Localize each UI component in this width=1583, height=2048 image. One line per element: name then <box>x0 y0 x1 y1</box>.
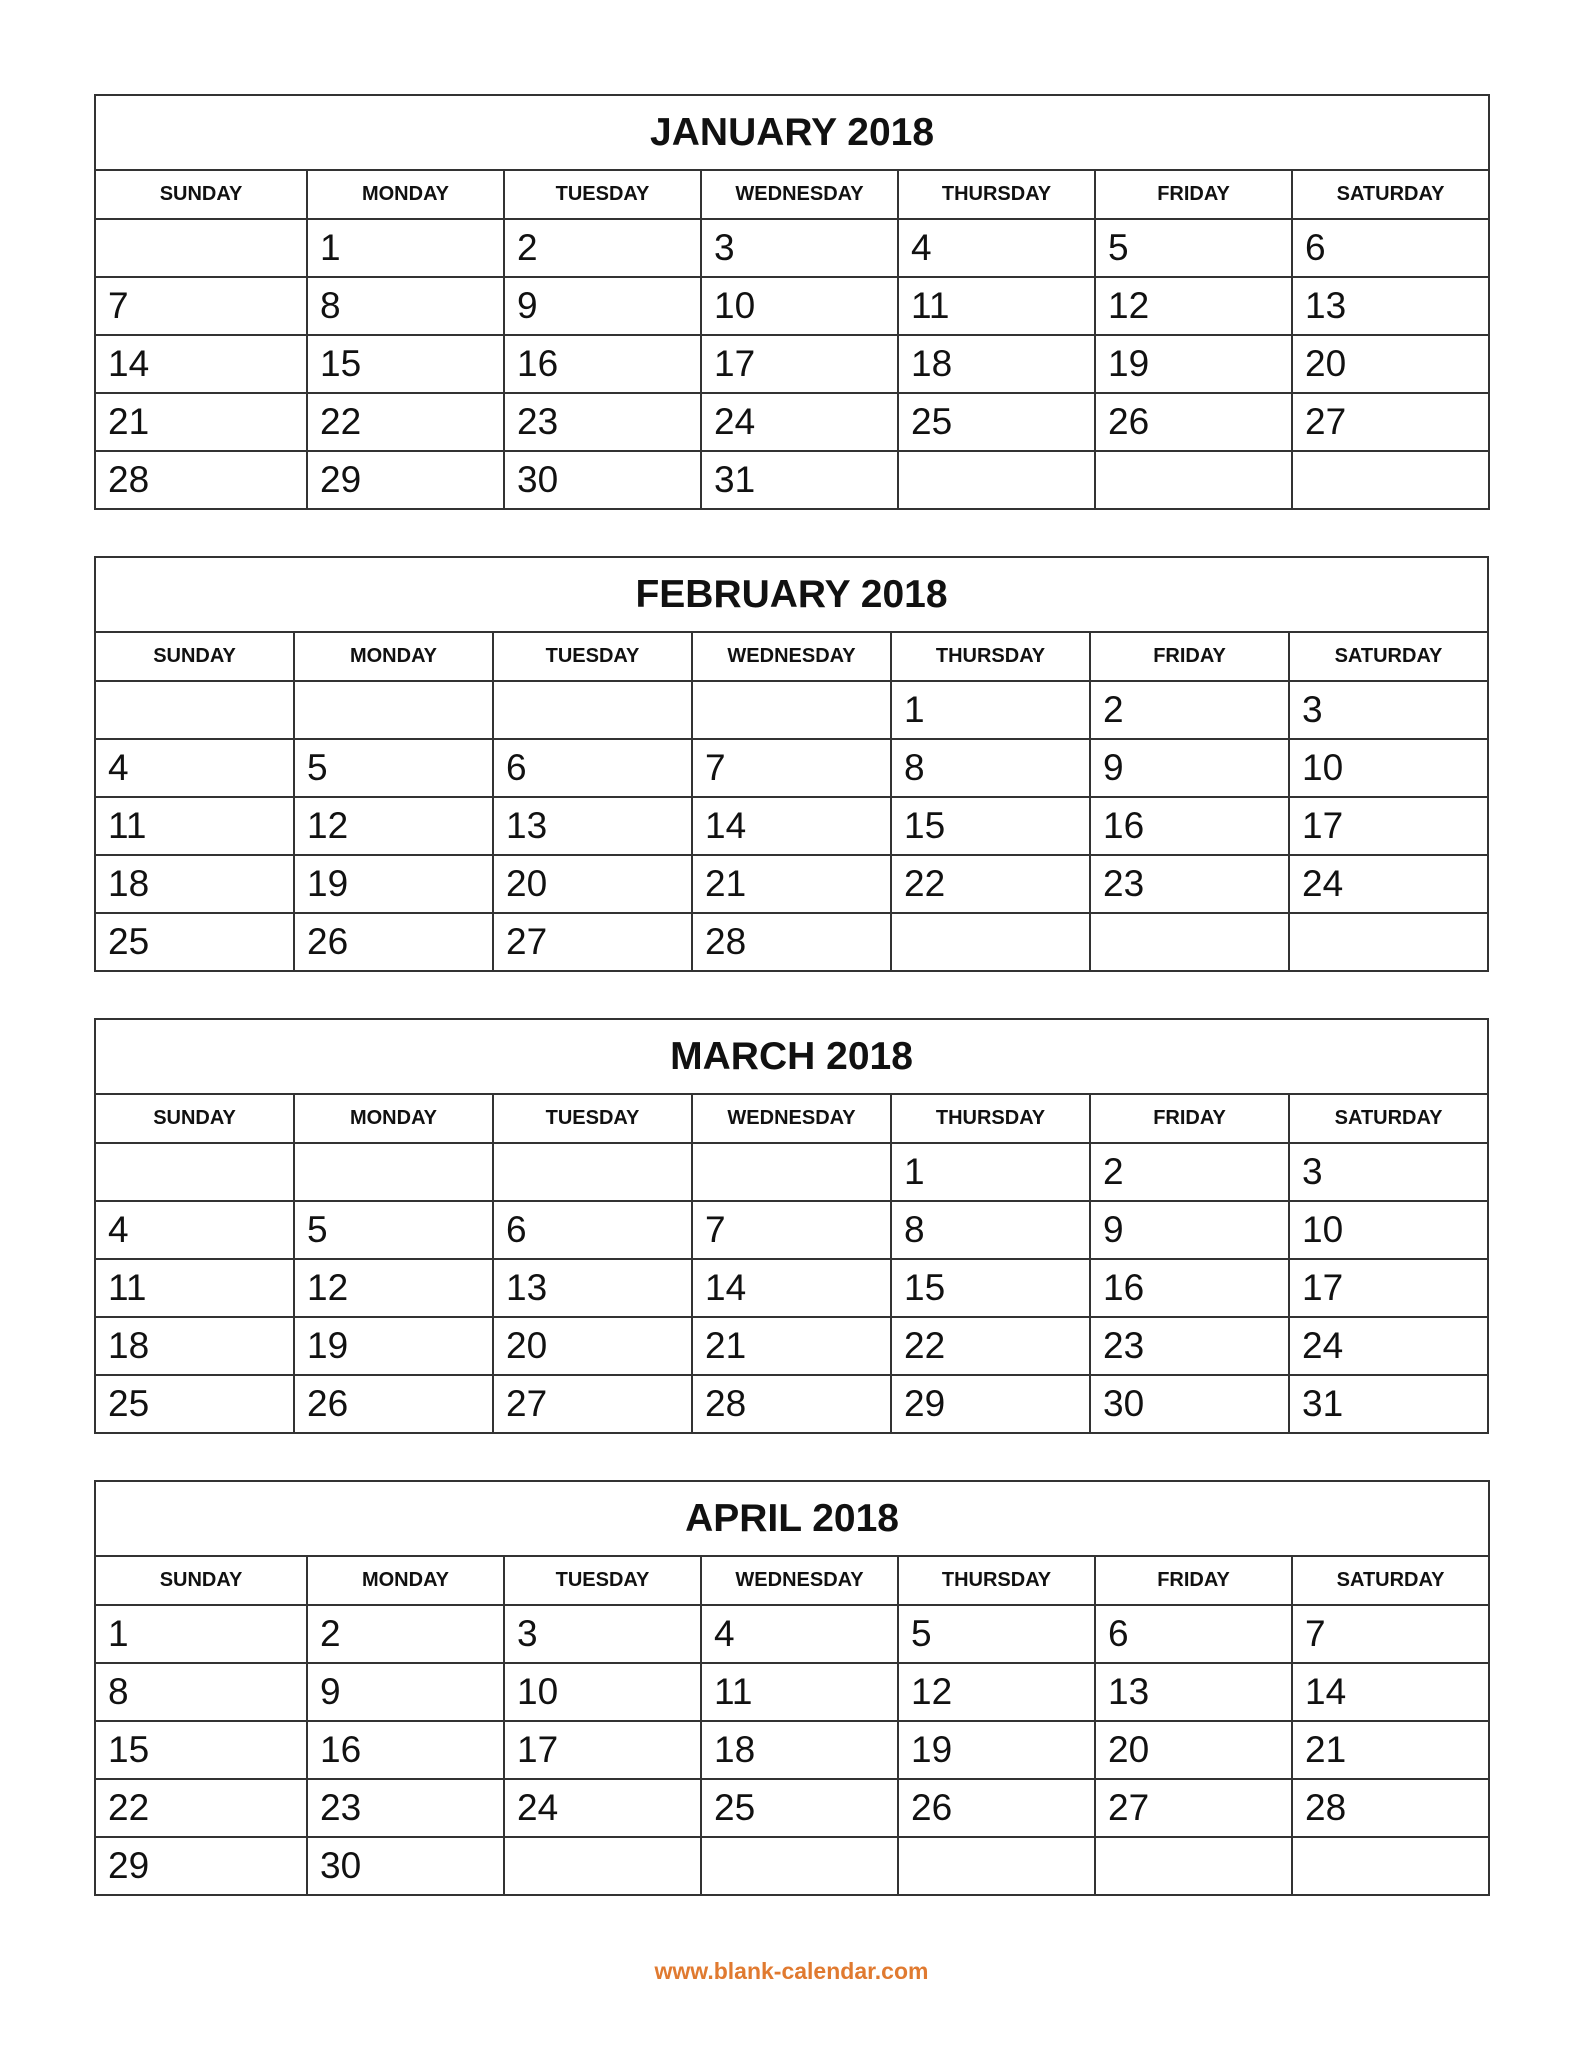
day-cell: 29 <box>95 1837 307 1895</box>
day-cell: 1 <box>307 219 504 277</box>
weekday-header: SUNDAY <box>95 1094 294 1143</box>
day-cell: 13 <box>493 797 692 855</box>
empty-day-cell <box>493 681 692 739</box>
day-cell: 26 <box>294 1375 493 1433</box>
day-cell: 27 <box>493 913 692 971</box>
day-cell: 24 <box>1289 1317 1488 1375</box>
day-cell: 6 <box>493 1201 692 1259</box>
week-row <box>95 855 1488 913</box>
day-cell: 31 <box>701 451 898 509</box>
empty-day-cell <box>891 913 1090 971</box>
day-cell: 23 <box>307 1779 504 1837</box>
weekday-header: MONDAY <box>294 632 493 681</box>
day-cell: 7 <box>1292 1605 1489 1663</box>
day-cell: 17 <box>1289 797 1488 855</box>
day-cell: 12 <box>1095 277 1292 335</box>
website-link[interactable]: www.blank-calendar.com <box>654 1958 929 1984</box>
day-cell: 13 <box>1095 1663 1292 1721</box>
empty-day-cell <box>1292 1837 1489 1895</box>
day-cell: 31 <box>1289 1375 1488 1433</box>
weekday-header: TUESDAY <box>493 632 692 681</box>
month-calendar <box>94 94 1490 510</box>
weekday-header: SUNDAY <box>95 632 294 681</box>
week-row <box>95 1663 1489 1721</box>
day-cell: 19 <box>294 855 493 913</box>
empty-day-cell <box>898 451 1095 509</box>
empty-day-cell <box>1095 451 1292 509</box>
day-cell: 4 <box>95 1201 294 1259</box>
day-cell: 24 <box>504 1779 701 1837</box>
empty-day-cell <box>1090 913 1289 971</box>
day-cell: 5 <box>294 739 493 797</box>
day-cell: 15 <box>307 335 504 393</box>
day-cell: 29 <box>891 1375 1090 1433</box>
weekday-header: MONDAY <box>294 1094 493 1143</box>
day-cell: 8 <box>307 277 504 335</box>
weekday-header: THURSDAY <box>891 1094 1090 1143</box>
week-row <box>95 1201 1488 1259</box>
day-cell: 18 <box>701 1721 898 1779</box>
day-cell: 10 <box>504 1663 701 1721</box>
empty-day-cell <box>294 681 493 739</box>
weekday-header: SATURDAY <box>1289 1094 1488 1143</box>
weekday-header-row <box>95 1556 1489 1605</box>
day-cell: 4 <box>95 739 294 797</box>
weekday-header: TUESDAY <box>504 1556 701 1605</box>
day-cell: 17 <box>701 335 898 393</box>
week-row <box>95 1779 1489 1837</box>
day-cell: 20 <box>493 855 692 913</box>
day-cell: 19 <box>898 1721 1095 1779</box>
empty-day-cell <box>493 1143 692 1201</box>
day-cell: 19 <box>294 1317 493 1375</box>
day-cell: 24 <box>701 393 898 451</box>
day-cell: 14 <box>692 797 891 855</box>
day-cell: 16 <box>307 1721 504 1779</box>
day-cell: 4 <box>701 1605 898 1663</box>
weekday-header: WEDNESDAY <box>692 1094 891 1143</box>
day-cell: 21 <box>95 393 307 451</box>
empty-day-cell <box>1095 1837 1292 1895</box>
day-cell: 3 <box>701 219 898 277</box>
day-cell: 1 <box>891 1143 1090 1201</box>
day-cell: 20 <box>1292 335 1489 393</box>
weekday-header: TUESDAY <box>504 170 701 219</box>
day-cell: 11 <box>95 1259 294 1317</box>
week-row <box>95 681 1488 739</box>
weekday-header: WEDNESDAY <box>692 632 891 681</box>
day-cell: 22 <box>891 1317 1090 1375</box>
empty-day-cell <box>692 681 891 739</box>
day-cell: 18 <box>95 1317 294 1375</box>
day-cell: 17 <box>1289 1259 1488 1317</box>
month-calendar <box>94 1018 1489 1434</box>
day-cell: 9 <box>504 277 701 335</box>
day-cell: 12 <box>294 1259 493 1317</box>
day-cell: 14 <box>95 335 307 393</box>
day-cell: 2 <box>1090 1143 1289 1201</box>
day-cell: 7 <box>692 739 891 797</box>
weekday-header-row <box>95 632 1488 681</box>
day-cell: 6 <box>1292 219 1489 277</box>
day-cell: 28 <box>692 1375 891 1433</box>
day-cell: 13 <box>1292 277 1489 335</box>
day-cell: 6 <box>1095 1605 1292 1663</box>
day-cell: 19 <box>1095 335 1292 393</box>
day-cell: 27 <box>493 1375 692 1433</box>
day-cell: 3 <box>1289 1143 1488 1201</box>
day-cell: 14 <box>692 1259 891 1317</box>
empty-day-cell <box>1289 913 1488 971</box>
day-cell: 10 <box>1289 1201 1488 1259</box>
month-calendar <box>94 1480 1490 1896</box>
week-row <box>95 739 1488 797</box>
day-cell: 16 <box>1090 1259 1289 1317</box>
day-cell: 1 <box>891 681 1090 739</box>
day-cell: 21 <box>1292 1721 1489 1779</box>
day-cell: 5 <box>294 1201 493 1259</box>
day-cell: 18 <box>95 855 294 913</box>
week-row <box>95 1143 1488 1201</box>
day-cell: 26 <box>1095 393 1292 451</box>
week-row <box>95 1375 1488 1433</box>
month-title: FEBRUARY 2018 <box>95 557 1488 632</box>
day-cell: 10 <box>1289 739 1488 797</box>
day-cell: 14 <box>1292 1663 1489 1721</box>
day-cell: 11 <box>898 277 1095 335</box>
day-cell: 4 <box>898 219 1095 277</box>
day-cell: 26 <box>898 1779 1095 1837</box>
day-cell: 27 <box>1292 393 1489 451</box>
weekday-header: THURSDAY <box>898 170 1095 219</box>
week-row <box>95 1605 1489 1663</box>
day-cell: 11 <box>701 1663 898 1721</box>
day-cell: 8 <box>891 739 1090 797</box>
day-cell: 2 <box>307 1605 504 1663</box>
weekday-header-row <box>95 170 1489 219</box>
day-cell: 22 <box>891 855 1090 913</box>
week-row <box>95 797 1488 855</box>
day-cell: 22 <box>95 1779 307 1837</box>
weekday-header: SATURDAY <box>1292 1556 1489 1605</box>
day-cell: 15 <box>95 1721 307 1779</box>
day-cell: 23 <box>1090 855 1289 913</box>
day-cell: 25 <box>95 913 294 971</box>
day-cell: 25 <box>95 1375 294 1433</box>
day-cell: 7 <box>692 1201 891 1259</box>
day-cell: 23 <box>504 393 701 451</box>
weekday-header: FRIDAY <box>1095 170 1292 219</box>
month-calendar <box>94 556 1489 972</box>
day-cell: 16 <box>1090 797 1289 855</box>
day-cell: 21 <box>692 855 891 913</box>
day-cell: 9 <box>1090 739 1289 797</box>
weekday-header: TUESDAY <box>493 1094 692 1143</box>
empty-day-cell <box>898 1837 1095 1895</box>
day-cell: 20 <box>1095 1721 1292 1779</box>
day-cell: 15 <box>891 1259 1090 1317</box>
week-row <box>95 451 1489 509</box>
empty-day-cell <box>504 1837 701 1895</box>
day-cell: 3 <box>504 1605 701 1663</box>
week-row <box>95 277 1489 335</box>
day-cell: 5 <box>1095 219 1292 277</box>
day-cell: 11 <box>95 797 294 855</box>
week-row <box>95 1721 1489 1779</box>
day-cell: 13 <box>493 1259 692 1317</box>
day-cell: 15 <box>891 797 1090 855</box>
day-cell: 18 <box>898 335 1095 393</box>
day-cell: 22 <box>307 393 504 451</box>
day-cell: 25 <box>898 393 1095 451</box>
day-cell: 12 <box>898 1663 1095 1721</box>
day-cell: 16 <box>504 335 701 393</box>
weekday-header: FRIDAY <box>1090 1094 1289 1143</box>
day-cell: 29 <box>307 451 504 509</box>
weekday-header: THURSDAY <box>891 632 1090 681</box>
day-cell: 28 <box>95 451 307 509</box>
day-cell: 26 <box>294 913 493 971</box>
day-cell: 5 <box>898 1605 1095 1663</box>
week-row <box>95 1317 1488 1375</box>
day-cell: 24 <box>1289 855 1488 913</box>
week-row <box>95 219 1489 277</box>
empty-day-cell <box>294 1143 493 1201</box>
day-cell: 9 <box>307 1663 504 1721</box>
weekday-header: THURSDAY <box>898 1556 1095 1605</box>
week-row <box>95 335 1489 393</box>
day-cell: 3 <box>1289 681 1488 739</box>
day-cell: 10 <box>701 277 898 335</box>
day-cell: 9 <box>1090 1201 1289 1259</box>
day-cell: 1 <box>95 1605 307 1663</box>
week-row <box>95 393 1489 451</box>
day-cell: 2 <box>504 219 701 277</box>
day-cell: 8 <box>95 1663 307 1721</box>
weekday-header: SATURDAY <box>1289 632 1488 681</box>
day-cell: 28 <box>1292 1779 1489 1837</box>
day-cell: 17 <box>504 1721 701 1779</box>
empty-day-cell <box>692 1143 891 1201</box>
day-cell: 6 <box>493 739 692 797</box>
weekday-header: WEDNESDAY <box>701 170 898 219</box>
empty-day-cell <box>95 681 294 739</box>
day-cell: 30 <box>504 451 701 509</box>
day-cell: 20 <box>493 1317 692 1375</box>
weekday-header: SUNDAY <box>95 170 307 219</box>
day-cell: 30 <box>1090 1375 1289 1433</box>
month-title: JANUARY 2018 <box>95 95 1489 170</box>
day-cell: 28 <box>692 913 891 971</box>
weekday-header: MONDAY <box>307 1556 504 1605</box>
day-cell: 23 <box>1090 1317 1289 1375</box>
day-cell: 2 <box>1090 681 1289 739</box>
day-cell: 25 <box>701 1779 898 1837</box>
day-cell: 30 <box>307 1837 504 1895</box>
weekday-header-row <box>95 1094 1488 1143</box>
week-row <box>95 1259 1488 1317</box>
month-title: APRIL 2018 <box>95 1481 1489 1556</box>
empty-day-cell <box>1292 451 1489 509</box>
day-cell: 21 <box>692 1317 891 1375</box>
weekday-header: SUNDAY <box>95 1556 307 1605</box>
day-cell: 27 <box>1095 1779 1292 1837</box>
empty-day-cell <box>701 1837 898 1895</box>
weekday-header: WEDNESDAY <box>701 1556 898 1605</box>
week-row <box>95 913 1488 971</box>
empty-day-cell <box>95 1143 294 1201</box>
day-cell: 7 <box>95 277 307 335</box>
weekday-header: SATURDAY <box>1292 170 1489 219</box>
weekday-header: FRIDAY <box>1095 1556 1292 1605</box>
empty-day-cell <box>95 219 307 277</box>
weekday-header: FRIDAY <box>1090 632 1289 681</box>
month-title: MARCH 2018 <box>95 1019 1488 1094</box>
weekday-header: MONDAY <box>307 170 504 219</box>
day-cell: 12 <box>294 797 493 855</box>
week-row <box>95 1837 1489 1895</box>
day-cell: 8 <box>891 1201 1090 1259</box>
